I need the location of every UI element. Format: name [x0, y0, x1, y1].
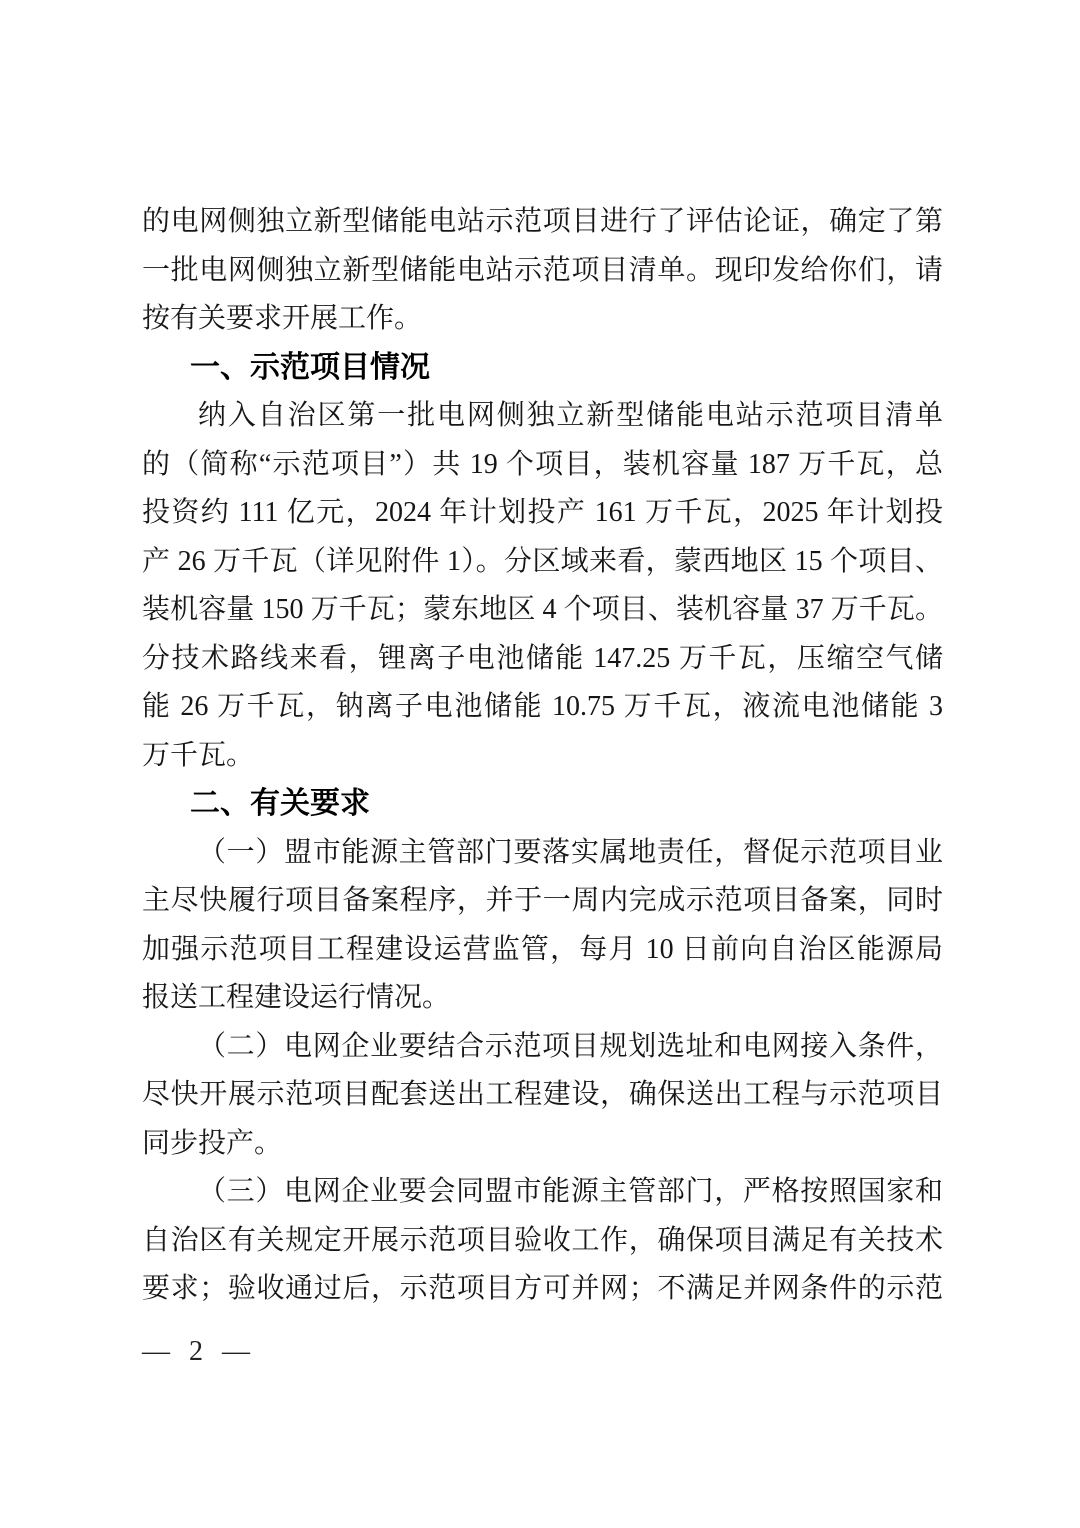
text-line: 的（简称“示范项目”）共 19 个项目，装机容量 187 万千瓦，总	[142, 448, 943, 480]
text-line: 主尽快履行项目备案程序，并于一周内完成示范项目备案，同时	[142, 885, 943, 916]
text-line: 的电网侧独立新型储能电站示范项目进行了评估论证，确定了第	[142, 206, 943, 237]
text-line: 万千瓦。	[142, 739, 255, 771]
text-line: 产 26 万千瓦（详见附件 1）。分区域来看，蒙西地区 15 个项目、	[142, 545, 943, 577]
section-heading-2: 二、有关要求	[190, 786, 370, 821]
text-line: 一批电网侧独立新型储能电站示范项目清单。现印发给你们，请	[142, 254, 943, 286]
section-heading-1: 一、示范项目情况	[190, 349, 430, 385]
document-body	[142, 198, 943, 1314]
text-line: （二）电网企业要结合示范项目规划选址和电网接入条件，	[198, 1030, 943, 1062]
text-line: 投资约 111 亿元，2024 年计划投产 161 万千瓦，2025 年计划投	[142, 497, 943, 528]
text-line: 装机容量 150 万千瓦；蒙东地区 4 个项目、装机容量 37 万千瓦。	[142, 594, 943, 625]
text-line: （一）盟市能源主管部门要落实属地责任，督促示范项目业	[198, 836, 943, 868]
text-line: 要求；验收通过后，示范项目方可并网；不满足并网条件的示范	[142, 1273, 943, 1304]
text-line: 能 26 万千瓦，钠离子电池储能 10.75 万千瓦，液流电池储能 3	[142, 691, 943, 722]
text-line: 报送工程建设运行情况。	[142, 982, 451, 1013]
text-line: 按有关要求开展工作。	[142, 303, 423, 334]
text-line: 自治区有关规定开展示范项目验收工作，确保项目满足有关技术	[142, 1224, 943, 1256]
text-line: 同步投产。	[142, 1127, 283, 1159]
text-line: 分技术路线来看，锂离子电池储能 147.25 万千瓦，压缩空气储	[142, 642, 943, 674]
text-line: （三）电网企业要会同盟市能源主管部门，严格按照国家和	[198, 1176, 943, 1207]
page-number: — 2 —	[142, 1336, 256, 1367]
text-line: 纳入自治区第一批电网侧独立新型储能电站示范项目清单	[198, 400, 943, 431]
text-line: 尽快开展示范项目配套送出工程建设，确保送出工程与示范项目	[142, 1079, 943, 1110]
text-line: 加强示范项目工程建设运营监管，每月 10 日前向自治区能源局	[142, 933, 943, 965]
